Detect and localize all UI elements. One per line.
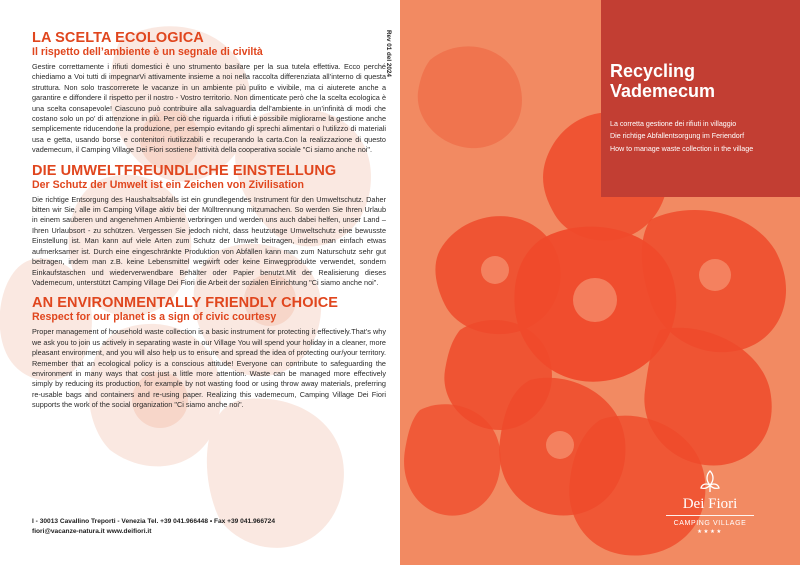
left-content <box>32 30 386 418</box>
section-italian <box>32 30 386 156</box>
cover-title-line2: Vademecum <box>610 81 716 101</box>
logo-divider <box>666 515 754 516</box>
footer-address: I - 30013 Cavallino Treporti - Venezia Tel. +39 041.966448 • Fax +39 041.966724 <box>32 518 276 525</box>
cover-page <box>400 0 800 565</box>
logo-subtitle: CAMPING VILLAGE <box>673 520 747 527</box>
revision-label: Rev 01 del 2024 <box>385 30 392 77</box>
cover-subtitle-german: Die richtige Abfallentsorgung im Feriendorf <box>610 132 745 141</box>
cover-title <box>610 61 715 101</box>
section-english <box>32 295 386 410</box>
footer-contacts <box>32 517 386 537</box>
section-subtitle: Der Schutz der Umwelt ist ein Zeichen von Zivilisation <box>32 178 304 191</box>
section-subtitle: Il rispetto dell’ambiente è un segnale di civiltà <box>32 46 263 58</box>
cover-subtitle-english: How to manage waste collection in the village <box>610 144 754 153</box>
cover-title-line1: Recycling <box>610 61 696 81</box>
section-title: AN ENVIRONMENTALLY FRIENDLY CHOICE <box>32 295 339 312</box>
section-body: Die richtige Entsorgung des Haushaltsabfalls ist ein grundlegendes Instrument für den Umweltschutz. Daher bitten wir Sie, alle im Camping Village aktiv bei der Mülltrennung mitzumachen. So werden Sie Ihren Urlaub in einem sauberen und angenehmen Ambiente verbringen und werden uns auch dabei helfen, unser Land – Ihren Urlaubsort - zu schützen. Vergessen Sie jedoch nicht, dass heutzutage Umweltschutz eine bewusste Einstellung ist. Man kann auf viele Arten zum Schutz der Umwelt beitragen, indem man einfach etwas aufmerksamer ist. Durch eine eingeschränkte Produktion von Abfällen kann man zum Naturschutz sehr gut beitragen, indem man z.B. keine Lebensmittel wegwirft oder keine Einwegprodukte verwendet, sondern Einkaufstaschen und wiederverwendbare Behälter oder Papier benutzt.Mit der Realisierung dieses Vademecum, unterstützt Camping Village Dei Fiori die Arbeit der sozialen Einrichtung "Ci siamo anche noi". <box>32 194 386 287</box>
dei-fiori-logo <box>658 468 762 548</box>
section-title: LA SCELTA ECOLOGICA <box>32 30 204 46</box>
section-body: Gestire correttamente i rifiuti domestici è uno strumento basilare per la sua tutela effettiva. Ecco perché chiediamo a Voi tutti di impegnarVi attivamente insieme a noi nella raccolta differenziata all’interno di questa struttura. Non solo trascorrerete le vacanze in un ambiente più pulito e vivibile, ma ci aiuterete anche a garantire e diffondere il rispetto per il nostro - Vostro territorio. Non dimenticate però che la scelta ecologica è una scelta consapevole! Ciascuno può contribuire alla salvaguardia dell’ambiente in un’infinità di modi che costano solo un po’ di attenzione in più. Per ciò che riguarda i rifiuti è possibile migliorarne la gestione anche semplicemente riducendone la produzione, per esempio evitando gli sprechi alimentari o l’utilizzo di materiali usa e getta, usando borse e contenitori riutilizzabili e recuperando la carta.Con la realizzazione di questo vademecum, il Camping Village Dei Fiori sostiene l’attività della cooperativa sociale "Ci siamo anche noi". <box>32 62 386 155</box>
section-body: Proper management of household waste collection is a basic instrument for protecting it effectively.That’s why we ask you to join us actively in separating waste in our Village You will spend your holiday in a cleaner, more pleasant environment, and you will also help us to ensure and spread the idea of protecting our/your territory. Remember that an ecological policy is a conscious attitude! Everyone can contribute to safeguarding the environment in many ways that cost just a little more attention. Waste can be managed more effectively simply by reducing its production, for example by not wasting food or using throw away materials, preferring re-usable bags and containers and re-using paper. Realizing this vademecum, Camping Village Dei Fiori supports the work of the social organization "Ci siamo anche noi". <box>32 327 386 410</box>
cover-subtitle-italian: La corretta gestione dei rifiuti in villaggio <box>610 120 737 128</box>
section-subtitle: Respect for our planet is a sign of civic courtesy <box>32 311 277 324</box>
flower-logo-icon <box>699 468 721 494</box>
logo-name: Dei Fiori <box>682 496 738 512</box>
cover-subtitles <box>610 118 753 155</box>
footer-email-web: fiori@vacanze-natura.it www.deifiori.it <box>32 528 152 535</box>
logo-stars: ★★★★ <box>697 529 723 535</box>
section-german <box>32 163 386 289</box>
section-title: DIE UMWELTFREUNDLICHE EINSTELLUNG <box>32 162 337 179</box>
